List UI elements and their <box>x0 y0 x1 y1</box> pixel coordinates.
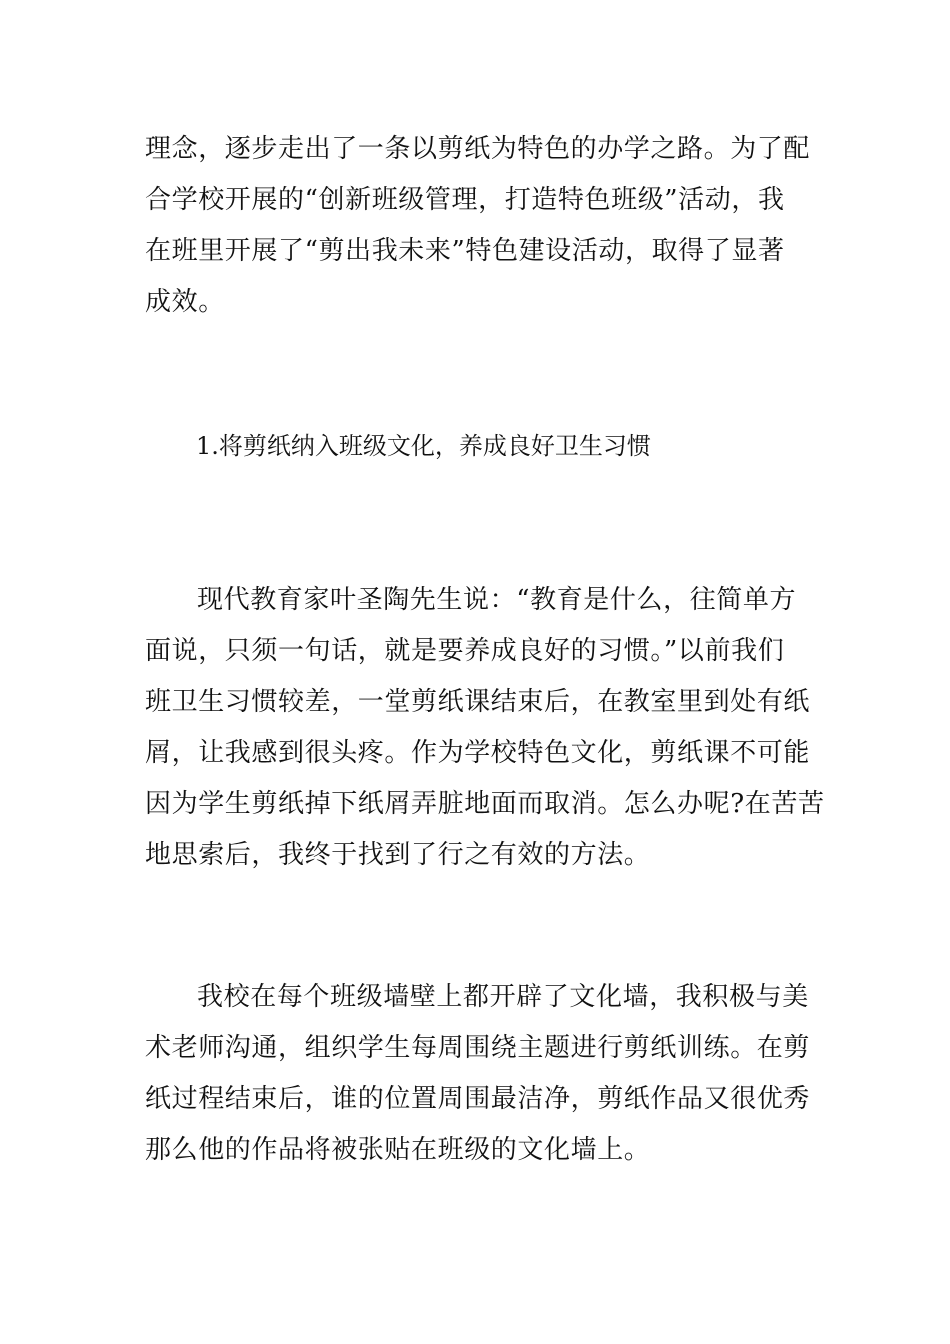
paragraph-line: 那么他的作品将被张贴在班级的文化墙上。 <box>145 1135 651 1165</box>
paragraph-line: 班卫生习惯较差，一堂剪纸课结束后，在教室里到处有纸 <box>145 687 811 717</box>
paragraph-line: 纸过程结束后，谁的位置周围最洁净，剪纸作品又很优秀 <box>145 1084 811 1114</box>
paragraph-line: 术老师沟通，组织学生每周围绕主题进行剪纸训练。在剪 <box>145 1033 811 1063</box>
paragraph-line: 成效。 <box>145 287 225 317</box>
paragraph-habits <box>145 575 825 881</box>
paragraph-line: 在班里开展了“剪出我未来”特色建设活动，取得了显著 <box>145 236 785 266</box>
paragraph-line: 屑，让我感到很头疼。作为学校特色文化，剪纸课不可能 <box>145 738 811 768</box>
paragraph-line: 我校在每个班级墙壁上都开辟了文化墙，我积极与美 <box>197 982 809 1012</box>
section-heading: 1.将剪纸纳入班级文化，养成良好卫生习惯 <box>196 432 651 460</box>
paragraph-line: 现代教育家叶圣陶先生说：“教育是什么，往简单方 <box>197 585 797 615</box>
paragraph-line: 面说，只须一句话，就是要养成良好的习惯。”以前我们 <box>145 636 785 666</box>
paragraph-line: 理念，逐步走出了一条以剪纸为特色的办学之路。为了配 <box>145 134 811 164</box>
paragraph-intro <box>145 124 810 328</box>
paragraph-line: 地思索后，我终于找到了行之有效的方法。 <box>145 840 651 870</box>
paragraph-culture-wall <box>145 972 810 1176</box>
paragraph-line: 合学校开展的“创新班级管理，打造特色班级”活动，我 <box>145 185 785 215</box>
paragraph-line: 因为学生剪纸掉下纸屑弄脏地面而取消。怎么办呢?在苦苦 <box>145 789 825 819</box>
